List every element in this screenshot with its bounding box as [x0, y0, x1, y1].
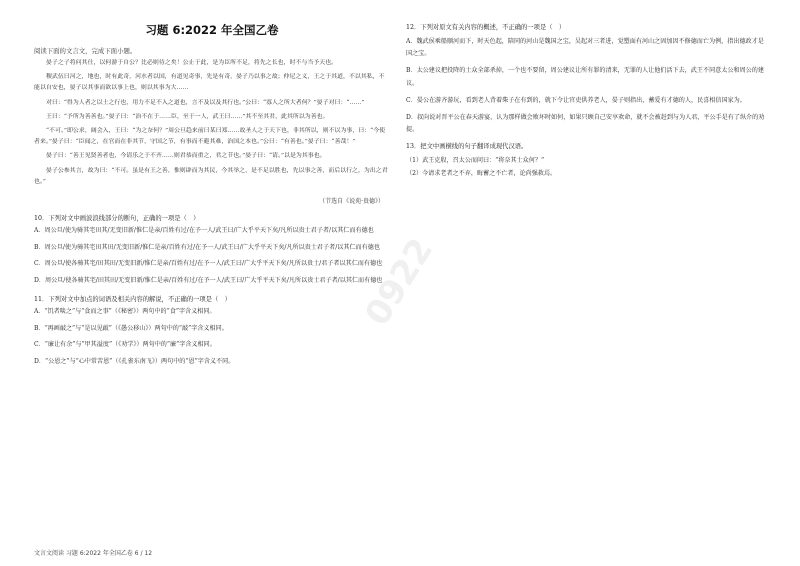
instruction-text: 阅读下面的文言文，完成下面小题。 [34, 47, 137, 55]
question-12-label: 12．下列对原文有关内容的概述，不正确的一项是（ ） [406, 24, 566, 31]
page-title: 习题 6:2022 年全国乙卷 [145, 23, 279, 37]
question-13-label: 13．把文中画横线的句子翻译成现代汉语。 [406, 143, 528, 151]
passage-paragraph: 王曰：“予所为善善也。”晏子曰：“治不在于……臣，至于一人，武王曰……”其不至其君，此其所以为善也。 [46, 113, 329, 120]
watermark-text: 0922 [357, 231, 442, 333]
question-10-option-b: B．周公旦/使为骑其宅田其田/无变旧新/惟仁是亲/百姓有过/在予一人/武王曰/广大乎平天下矣/凡所以贵士君子者/以其仁而有德也 [34, 243, 380, 251]
question-12-option-b: B．太公建议把投降的士众全部杀掉，一个也不要留，周公建议让所有罪的清来，无罪的人让他们活下去，武王不同意太公和周公的建议。 [406, 67, 764, 87]
passage-paragraph: 对曰：“得为人者之以士之行也，用力不足不入之道也，言不及以及其行也。”公曰：“寡人之所大者何？”晏子对曰：“……” [46, 99, 365, 106]
passage [34, 58, 390, 188]
question-11-option-a: A．“饥者啖之”与“食而之事”（《秘密》）两句中的“食”字含义相同。 [34, 308, 216, 316]
question-10-option-d: D．周公旦/使各骑其宅/田其田/无变旧新/惟仁是亲/百姓有过/在予一人/武王曰/广大乎平天下矣/凡所以贵士君子者/以其仁而有德也 [34, 276, 383, 284]
question-13-sub-1: （1）武王克殷，召太公而问曰：“将奈其士众何？” [406, 157, 545, 165]
question-11-option-c: C．“廉让有余”与“甲其溢度”（《劝学》）两句中的“廉”字含义相同。 [34, 341, 216, 349]
question-12-option-d: D．叔向说对晋平公在春天游宴，认为那样做会败坏时如何，如果只顾自己安享欢命，就不会被赶到与为人君，平公手是有了纵介的劝提。 [406, 114, 765, 134]
question-10-option-c: C．周公旦/使各骑其宅/田其田/无变旧新/惟仁是亲/百姓有过/在予一人/武王曰/广大乎平天下矣/凡所以贵士/君子者以其仁而有德也 [34, 260, 383, 268]
passage-paragraph: 稷武伍曰河之，地也，时有此奇，河水者以国，有道见奇事，先是有奇，晏子乃以事之故；仲尼之义，王之于其道，不以其私，不能以自安也，晏子以其事而欲以事上也，则以其事为大…… [34, 74, 385, 92]
question-13-sub-2: （2）今请求老者之不弃，晦蓄之不亡者，论尚强救焉。 [406, 170, 557, 178]
question-11-label: 11．下列对文中加点的词语及相关内容的解说，不正确的一项是（ ） [34, 296, 231, 304]
question-11-option-b: B．“再画敲之”与“是以见敲”（《愚公移山》）两句中的“敲”字含义相同。 [34, 324, 228, 332]
passage-paragraph: 晏子曰：“善王见贤善者也，今请乐之于不齐……则君恭而重之，君之节也。”晏子曰：“请。”以是为其事也。 [46, 153, 326, 160]
passage-source: （节选自《说苑·贵德》） [319, 198, 384, 206]
passage-paragraph: 晏子公参其言，故为曰：“不可。虽是有王之善，惟则辟而为其民，今其举之，是不足以胜也，先以事之善，而后以行之，为出之君也。” [34, 167, 388, 185]
question-10-label: 10．下列对文中画波浪线部分的断句，正确的一项是（ ） [34, 215, 200, 223]
passage-paragraph: “不可。”即公求，阔会入，王曰：“为之奈何？”周公旦趋来前曰某曰郑……故圣人之于天下也，非其所以，则不以为事，曰：“今使者来。”晏子曰：“臣闻之，在官而在非其节，守国之节，有事而不避其难，治国之本也。”公曰：“有善也。”晏子曰：“善哉！” [34, 128, 386, 146]
question-12-option-c: C．晏公在游齐游玩，看到老人背着柴子在有到的，就下令让官吏供养老人，晏子则指出，蓄爱有才德的人，民喜相信国家为。 [406, 96, 746, 104]
page-footer: 文言文阅读 习题 6:2022 年全国乙卷 6 / 12 [34, 550, 153, 557]
question-10-option-a: A．周公旦/使为骑其宅田其/无变旧新/惟仁是亲/百姓有过/在予一人/武王曰/广大乎平天下矣/凡所以贵士君子者/以其仁而有德也 [34, 227, 374, 235]
right-column [406, 22, 768, 181]
question-11-option-d: D．“公恩之”与“心中常苦恩”（《孔雀东南飞》）两句中的“恩”字含义不同。 [34, 357, 235, 365]
left-column [34, 22, 390, 372]
passage-paragraph: 晏子之子将问其仕，以何游于自公？比必则待之矣！公止于此，是为臣所不足，将先之长也，时不与当予天也。 [46, 60, 338, 66]
question-12-option-a: A．魏武侯乘船顺河而下，时天色起，陪同的河山是魏国之宝，吴起对三者进，觉塑面有河山之固加因不修德而亡为例，指出德政才是国之宝。 [406, 38, 764, 58]
